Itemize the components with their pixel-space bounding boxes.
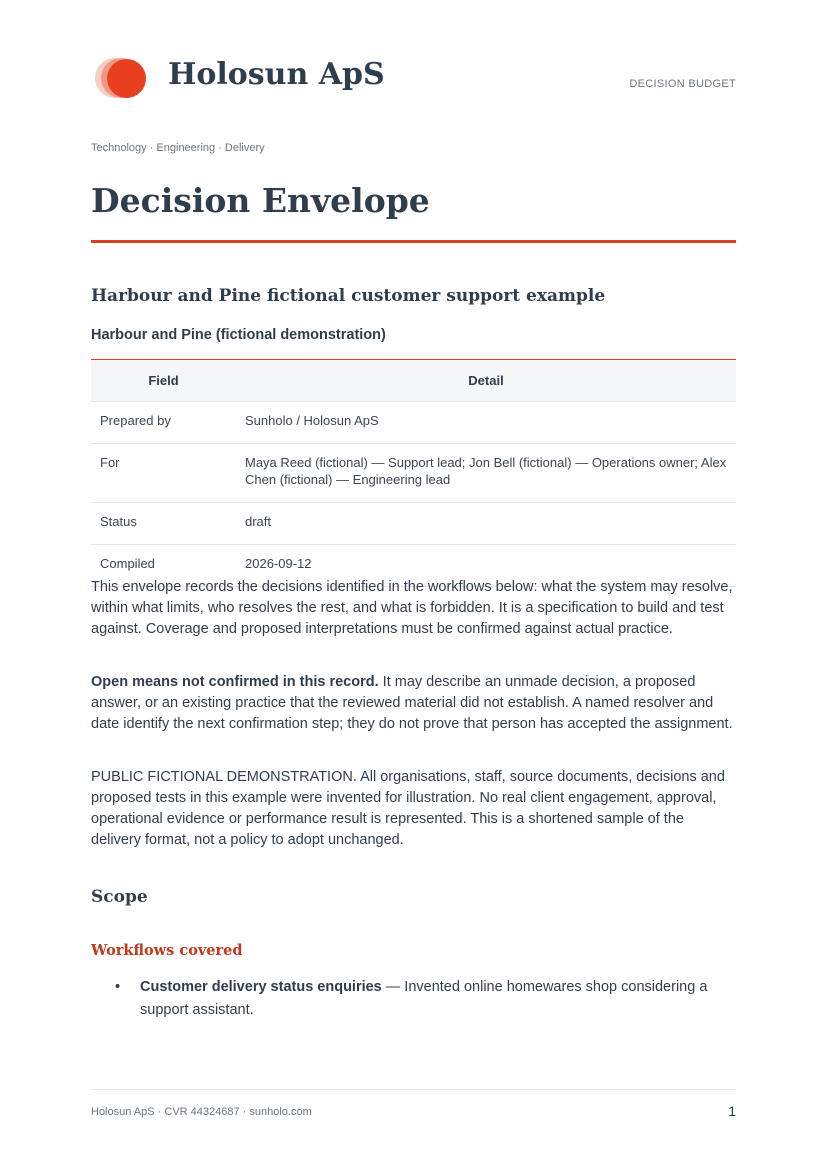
table-cell-detail: Maya Reed (fictional) — Support lead; Jon Bell (fictional) — Operations owner; Alex Chen (fictional) — Engineering lead: [236, 444, 736, 503]
table-cell-field: Compiled: [91, 545, 236, 587]
table-cell-detail: Sunholo / Holosun ApS: [236, 402, 736, 444]
title-divider: [91, 240, 736, 243]
workflows-list: [115, 976, 736, 1022]
table-cell-field: For: [91, 444, 236, 503]
table-row: [91, 444, 736, 503]
details-table: [91, 359, 736, 587]
open-definition-paragraph: [91, 672, 736, 735]
intro-paragraph: This envelope records the decisions identified in the workflows below: what the system may resolve, within what limits, who resolves the rest, and what is forbidden. It is a specification to build and test against. Coverage and proposed interpretations must be confirmed against actual practice.: [91, 579, 733, 637]
page-header: [91, 56, 736, 98]
breadcrumb: Technology · Engineering · Delivery: [91, 142, 265, 154]
bullet-marker: •: [115, 979, 121, 995]
brand-logo: [95, 58, 147, 98]
column-header-field: Field: [91, 360, 236, 402]
table-cell-field: Prepared by: [91, 402, 236, 444]
table-cell-field: Status: [91, 503, 236, 545]
footer-company-info: Holosun ApS · CVR 44324687 · sunholo.com: [91, 1106, 312, 1118]
page-title: Decision Envelope: [91, 181, 430, 220]
brand-name: Holosun ApS: [168, 57, 385, 92]
workflow-title: Customer delivery status enquiries: [140, 979, 382, 995]
open-definition-bold: Open means not confirmed in this record.: [91, 674, 379, 690]
table-cell-detail: 2026-09-12: [236, 545, 736, 587]
open-definition-text: It may describe an unmade decision, a proposed answer, or an existing practice that the reviewed material did not establish. A named resolver and date identify the next confirmation step; they do not prove that person has accepted the assignment.: [91, 674, 733, 732]
disclaimer-paragraph: PUBLIC FICTIONAL DEMONSTRATION. All organisations, staff, source documents, decisions and proposed tests in this example were invented for illustration. No real client engagement, approval, operational evidence or performance result is represented. This is a shortened sample of the delivery format, not a policy to adopt unchanged.: [91, 769, 725, 848]
workflows-heading: Workflows covered: [91, 942, 243, 959]
document-page: [91, 0, 736, 1170]
document-type-label: DECISION BUDGET: [629, 78, 736, 90]
table-cell-detail: draft: [236, 503, 736, 545]
page-number: 1: [728, 1103, 736, 1119]
table-header-row: [91, 360, 736, 402]
scope-heading: Scope: [91, 887, 148, 907]
table-row: [91, 503, 736, 545]
workflow-description: — Invented online homewares shop considering a support assistant.: [140, 979, 708, 1018]
section-subheading: Harbour and Pine (fictional demonstration): [91, 327, 386, 343]
section-heading: Harbour and Pine fictional customer support example: [91, 286, 606, 306]
table-row: [91, 402, 736, 444]
list-item: [115, 976, 736, 1022]
footer-divider: [91, 1089, 736, 1090]
column-header-detail: Detail: [236, 360, 736, 402]
